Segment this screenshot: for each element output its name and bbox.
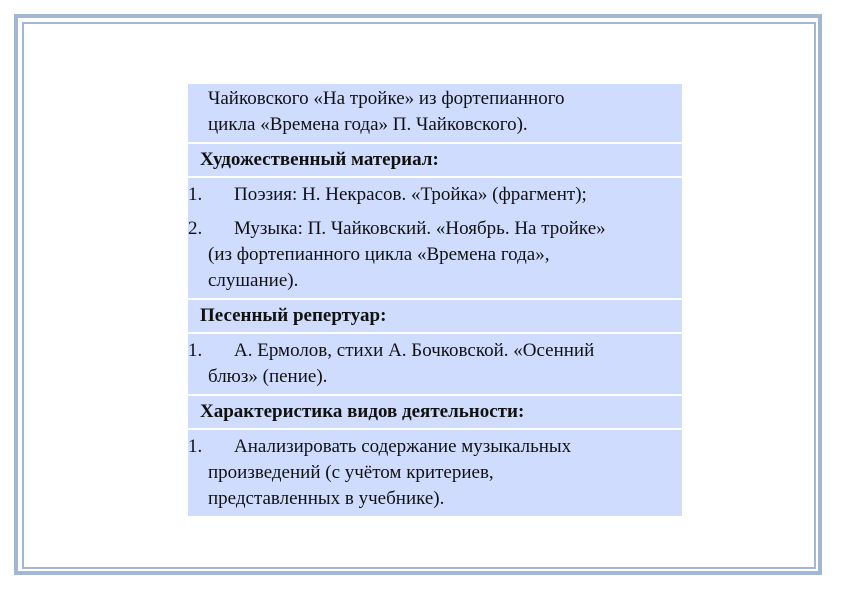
list-number: 1. [188,436,203,457]
heading-art-material: Художественный материал: [188,144,682,176]
list-item [188,430,682,516]
list-item-line: Музыка: П. Чайковский. «Ноябрь. На тройке» [234,218,606,239]
list-item-line: (из фортепианного цикла «Времена года», [208,244,550,265]
intro-line-1: Чайковского «На тройке» из фортепианного [208,88,565,109]
list-item [188,178,682,212]
list-item-line: слушание). [208,270,299,291]
list-item-line: блюз» (пение). [208,366,328,387]
list-number: 2. [188,218,203,239]
list-item-line: Поэзия: Н. Некрасов. «Тройка» (фрагмент); [234,184,587,205]
list-item-line: А. Ермолов, стихи А. Бочковской. «Осенний [234,340,595,361]
list-item-line: произведений (с учётом критериев, [208,462,494,483]
document-content [188,84,682,516]
list-item [188,212,682,298]
list-number: 1. [188,184,203,205]
intro-paragraph [188,84,682,142]
heading-activities: Характеристика видов деятельности: [188,396,682,428]
list-item [188,334,682,394]
list-item-line: Анализировать содержание музыкальных [234,436,572,457]
list-number: 1. [188,340,203,361]
intro-line-2: цикла «Времена года» П. Чайковского). [208,114,528,135]
list-item-line: представленных в учебнике). [208,488,445,509]
heading-song-repertoire: Песенный репертуар: [188,300,682,332]
